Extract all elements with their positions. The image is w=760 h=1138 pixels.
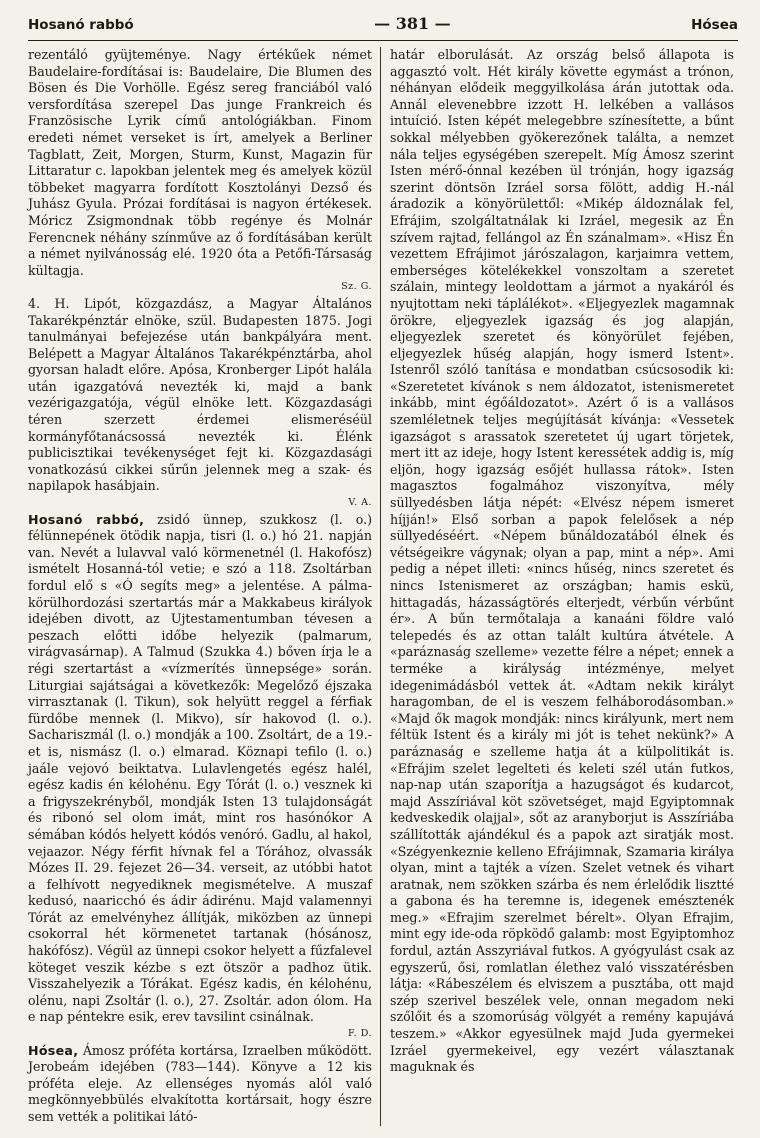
- header-right-title: Hósea: [691, 17, 738, 33]
- text-columns: [28, 47, 738, 1126]
- entry-headword: Hosanó rabbó,: [28, 511, 145, 527]
- paragraph-translations: rezentáló gyüjteménye. Nagy értékűek német Baudelaire-fordításai is: Baudelaire, Die Blumen des Bösen és Die Vorhölle. Egész sereg franciából való versfordítása szerepel Das junge Frankreich és Französische Lyrik című antológiákban. Finom eredeti német verseket is írt, amelyek a Berliner Tagblatt, Zeit, Morgen, Sturm, Kunst, Magazin für Littaratur c. lapokban jelentek meg és amelyek közül többeket magyarra fordított Kosztolányi Dezső és Juhász Gyula. Prózai fordításai is nagyon értékesek. Móricz Zsigmondnak több regénye és Molnár Ferencnek néhány színműve az ő fordításában került a német nyilvánosság elé. 1920 óta a Petőfi-Társaság kültagja.: [28, 47, 372, 278]
- author-signature: F. D.: [348, 1028, 372, 1040]
- entry-body: Ámosz próféta kortársa, Izraelben működött. Jerobeám idejében (783—144). Könyve a 12 kis próféta eleje. Az ellenséges nyomás alól való megkönnyebbülés elvakította kortársait, hogy észre sem vették a politikai látó-: [28, 1042, 372, 1124]
- header-rule: [28, 40, 738, 41]
- paragraph-lipot: 4. H. Lipót, közgazdász, a Magyar Általános Takarékpénztár elnöke, szül. Budapesten 1875. Jogi tanulmányai befejezése után bankpályára ment. Belépett a Magyar Általános Takarékpénztárba, ahol gyorsan haladt előre. Apósa, Kronberger Lipót halála után igazgatóvá nevezték ki, majd a bank vezérigazgatója, végül elnöke lett. Közgazdasági téren szerzett érdemei elismeréséül kormányfőtanácsossá nevezték ki. Élénk publicisztikai tevékenységet fejt ki. Közgazdasági vonatkozású cikkei sűrűn jelennek meg a szak- és napilapok hasábjain.: [28, 295, 372, 494]
- author-signature: Sz. G.: [341, 281, 372, 293]
- entry-headword: Hósea,: [28, 1042, 79, 1058]
- entry-body: zsidó ünnep, szukkosz (l. o.) félünnepének ötödik napja, tisri (l. o.) hó 21. napján van. Nevét a lulavval való körmenetnél (l. Hakofósz) ismételt Hosanná-tól vetie; e szó a 118. Zsoltárban fordul elő s «Ó segíts meg» a jelentése. A pálma-körülhordozási szertartás már a Makkabeus királyok idejében divott, az Ujtestamentumban tévesen a peszach előtti időbe helyezik (palmarum, virágvasárnap). A Talmud (Szukka 4.) bőven írja le a régi szertartást a «vízmerítés ünnepsége» során. Liturgiai sajátságai a következők: Megelőző éjszaka virrasztanak (l. Tikun), sok helyütt reggel a férfiak fürdőbe mennek (l. Mikvo), sír hakovod (l. o.). Sachariszmál (l. o.) mondják a 100. Zsoltárt, de a 19.-et is, nismász (l. o.) elmarad. Köznapi tefilo (l. o.) jaále vejovó beiktatva. Lulavlengetés egész halél, egész kadis én kélohénu. Egy Tórát (l. o.) vesznek ki a frigyszekrényből, mondják Isten 13 tulajdonságát és ribonó sel olom imát, mint ros hasónókor A sémában kódós helyett kódós venóró. Gadlu, al hakol, vejaazor. Négy férfit hívnak fel a Tórához, olvassák Mózes II. 29. fejezet 26—34. verseit, az utóbbi hatot a felhívott negyediknek megismételve. A muszaf kedusó, naaricchó és ádir ádirénu. Majd valamennyi Tórát az emelvényhez állítják, miközben az ünnepi csokorral hét körmenetet tartanak (hósánosz, hakófósz). Végül az ünnepi csokor helyett a fűzfalevel köteget veszik kézbe s ezt ötször a padhoz ütik. Visszahelyezik a Tórákat. Egész kadis, én kélohénu, olénu, napi Zsoltár (l. o.), 27. Zsoltár. adon ólom. Ha e nap péntekre esik, erev tavsilint csinálnak.: [28, 511, 372, 1025]
- running-header: [28, 14, 738, 38]
- paragraph-hosea-continued: határ elborulását. Az ország belső állapota is aggasztó volt. Hét király követte egymást a trónon, néhányan elődeik meggyilkolása árán jutottak oda. Annál elevenebbre izzott H. lelkében a vallásos intuíció. Isten képét melegebbre színesítette, a bűnt sokkal mélyebben gyökerezőnek találta, a nemzet nála teljes egységében szerepelt. Míg Ámosz szerint Isten mérő-ónnal kezében ül trónján, hogy igazság szerint döntsön Izráel sorsa fölött, addig H.-nál áradozik a könyörülettől: «Mikép áldoználak fel, Efrájim, szolgáltatnálak ki Izráel, megesik az Én szívem rajtad, fellángol az Én szánalmam». «Hisz Én vezettem Efrájimot járószalagon, karjaimra vettem, emberséges kötelékekkel vonszoltam a szeretet szálain, mintegy leoldottam a jármot a nyakáról és nyujtottam neki táplálékot». «Eljegyezlek magamnak örökre, eljegyezlek igazság és jog alapján, eljegyezlek szeretet és könyörület fejében, eljegyezlek hűség alapján, hogy ismerd Istent». Istenről szóló tanítása e mondatban csúcsosodik ki: «Szeretetet kívánok s nem áldozatot, istenismeretet inkább, mint égőáldozatot». Azért ő is a vallásos szemléletnek teljes megújítását kívánja: «Vessetek igazságot s arassatok szeretetet új ugart törjetek, mert itt az ideje, hogy Istent keressétek addig is, míg eljön, hogy igazság esőjét hullassa rátok». Isten magasztos fogalmához viszonyítva, mély süllyedésben látja népét: «Elvész népem ismeret híjján!» Első sorban a papok felelősek a nép süllyedéséért. «Népem bűnáldozatából élnek és vétségeikre vágynak; olyan a pap, mint a nép». Ami pedig a népet illeti: «nincs hűség, nincs szeretet és nincs Istenismeret az országban; hamis eskü, hittagadás, házasságtörés elterjedt, vérbűn vérbűnt ér». A bűn termőtalaja a kanaáni földre való telepedés és az ottan talált kultúra átvétele. A «paráznaság szelleme» vezette félre a népet; ennek a terméke a királyság intézménye, melyet idegenimádásból vettek át. «Adtam nekik királyt haragomban, de el is veszem felháborodásomban.» «Majd ők magok mondják: nincs királyunk, mert nem féltük Istent és a király mi jót is tehet nekünk?» A paráznaság e szelleme hatja át a külpolitikát is. «Efrájim szelet legelteti és keleti szél után futkos, nap-nap után szaporítja a hazugságot és kudarcot, majd Asszíriával köt szövetséget, majd Egyiptomnak kedveskedik olajjal», sőt az aranyborjut is Asszíriába szállították ajándékul és a papok azt siratják most. «Szégyenkeznie kelleno Efrájimnak, Szamaria királya olyan, mint a tajték a vízen. Szelet vetnek és vihart aratnak, nem szökken szárba és nem érlelődik lisztté a gabona és ha teremne is, idegenek emésztenék meg.» «Efrajim szerelmet bérelt». Olyan Efrajim, mint egy ide-oda röpködő galamb: most Egyiptomhoz fordul, aztán Asszyriával futkos. A gyógyulást csak az egyszerű, ősi, romlatlan élethez való visszatérésben látja: «Rábeszélem és elviszem a pusztába, ott majd szép szerivel beszélek vele, onnan megadom neki szőlőit és a szomorúság völgyét a remény kapujává teszem.» «Akkor egyesülnek majd Juda gyermekei Izráel gyermekeivel, egy vezért választanak maguknak és: [390, 47, 734, 1075]
- left-column: [28, 47, 381, 1126]
- entry-hosea: [28, 1043, 372, 1126]
- header-left-title: Hosanó rabbó: [28, 17, 134, 33]
- page-number: — 381 —: [374, 14, 451, 33]
- author-signature: V. A.: [348, 497, 372, 509]
- entry-hosano-rabbo: [28, 512, 372, 1026]
- right-column: [381, 47, 734, 1126]
